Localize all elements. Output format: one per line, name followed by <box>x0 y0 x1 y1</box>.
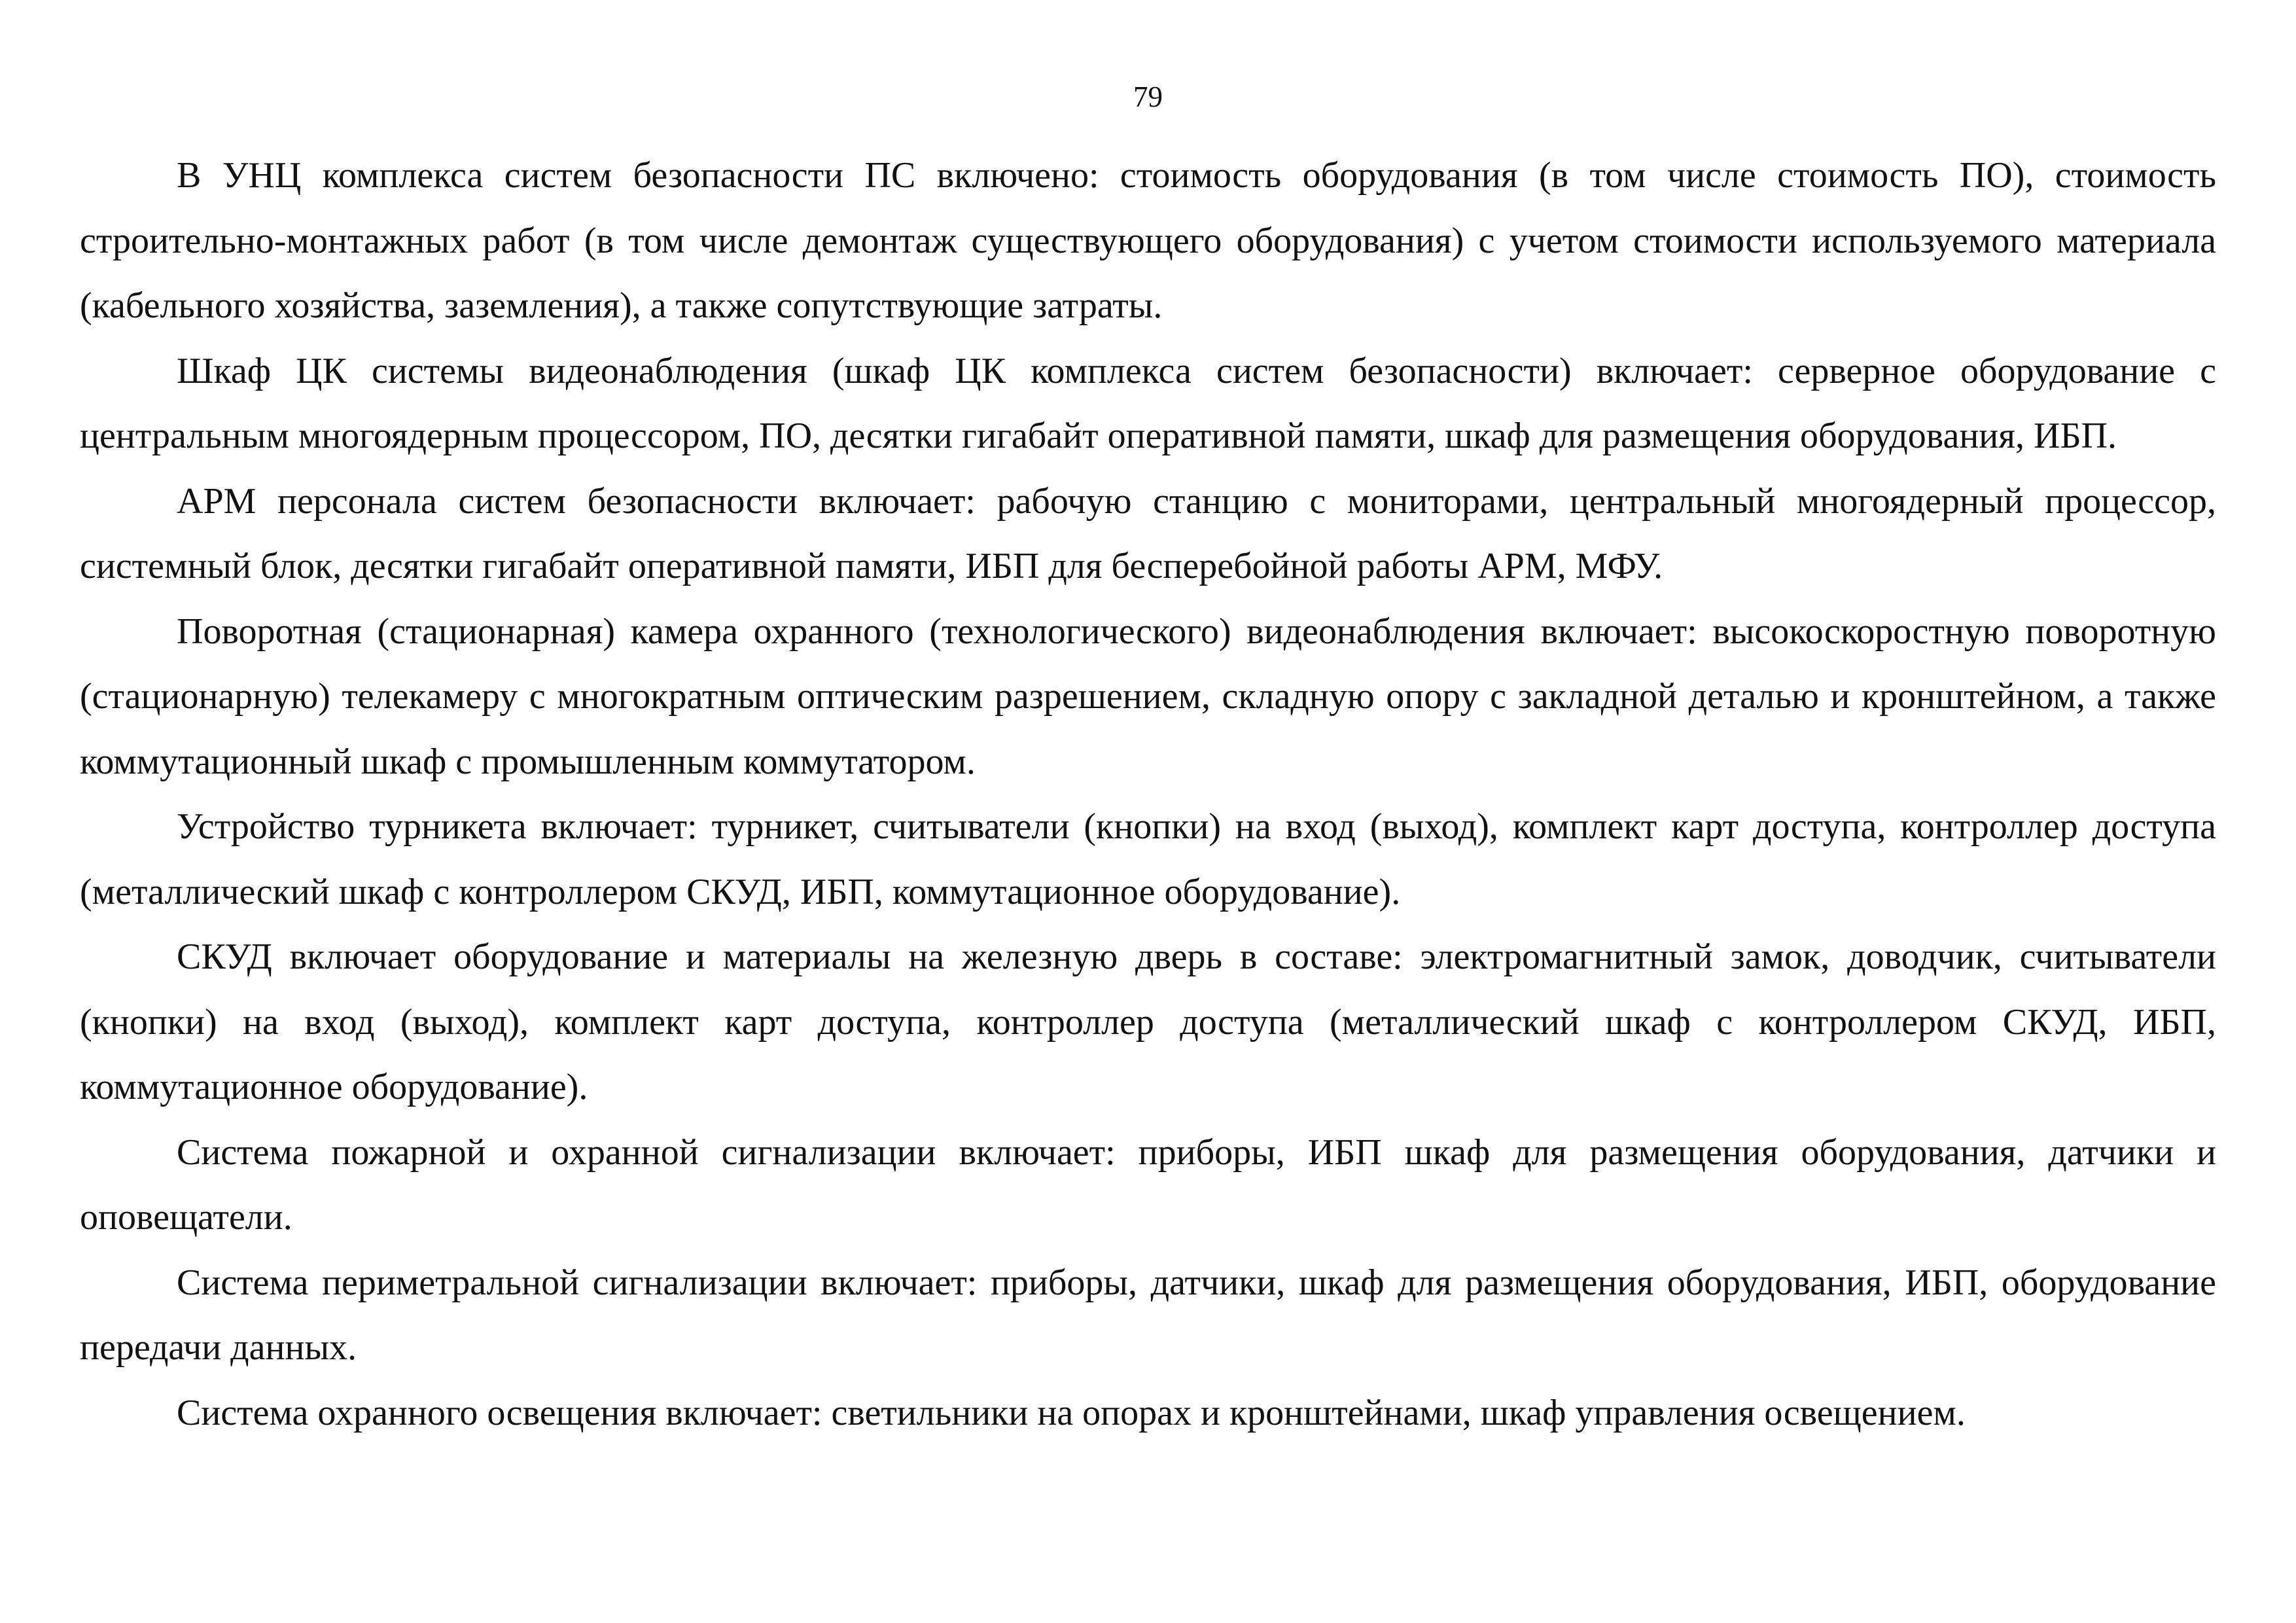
paragraph-perimeter-alarm: Система периметральной сигнализации включает: приборы, датчики, шкаф для размещения оборудования, ИБП, оборудование передачи данных. <box>80 1262 2216 1368</box>
paragraph-unc-scope: В УНЦ комплекса систем безопасности ПС включено: стоимость оборудования (в том числе стоимость ПО), стоимость строительно-монтажных работ (в том числе демонтаж существующего оборудования) с учетом стоимости используемого материала (кабельного хозяйства, заземления), а также сопутствующие затраты. <box>80 155 2216 326</box>
paragraph-ptz-camera: Поворотная (стационарная) камера охранного (технологического) видеонаблюдения включает: высокоскоростную поворотную (стационарную) телекамеру с многократным оптическим разрешением, складную опору с закладной деталью и кронштейном, а также коммутационный шкаф с промышленным коммутатором. <box>80 611 2216 782</box>
paragraph-fire-alarm: Система пожарной и охранной сигнализации включает: приборы, ИБП шкаф для размещения оборудования, датчики и оповещатели. <box>80 1132 2216 1238</box>
paragraph-turnstile: Устройство турникета включает: турникет, считыватели (кнопки) на вход (выход), комплект карт доступа, контроллер доступа (металлический шкаф с контроллером СКУД, ИБП, коммутационное оборудование). <box>80 806 2216 912</box>
paragraph-security-lighting: Система охранного освещения включает: светильники на опорах и кронштейнами, шкаф управления освещением. <box>177 1392 1966 1433</box>
page-number: 79 <box>1133 80 1163 113</box>
document-body <box>80 143 2216 1446</box>
paragraph-arm-staff: АРМ персонала систем безопасности включает: рабочую станцию с мониторами, центральный многоядерный процессор, системный блок, десятки гигабайт оперативной памяти, ИБП для бесперебойной работы АРМ, МФУ. <box>80 480 2216 586</box>
paragraph-ck-cabinet: Шкаф ЦК системы видеонаблюдения (шкаф ЦК комплекса систем безопасности) включает: серверное оборудование с центральным многоядерным процессором, ПО, десятки гигабайт оперативной памяти, шкаф для размещения оборудования, ИБП. <box>80 350 2216 456</box>
paragraph-access-control: СКУД включает оборудование и материалы на железную дверь в составе: электромагнитный замок, доводчик, считыватели (кнопки) на вход (выход), комплект карт доступа, контроллер доступа (металлический шкаф с контроллером СКУД, ИБП, коммутационное оборудование). <box>80 936 2216 1107</box>
